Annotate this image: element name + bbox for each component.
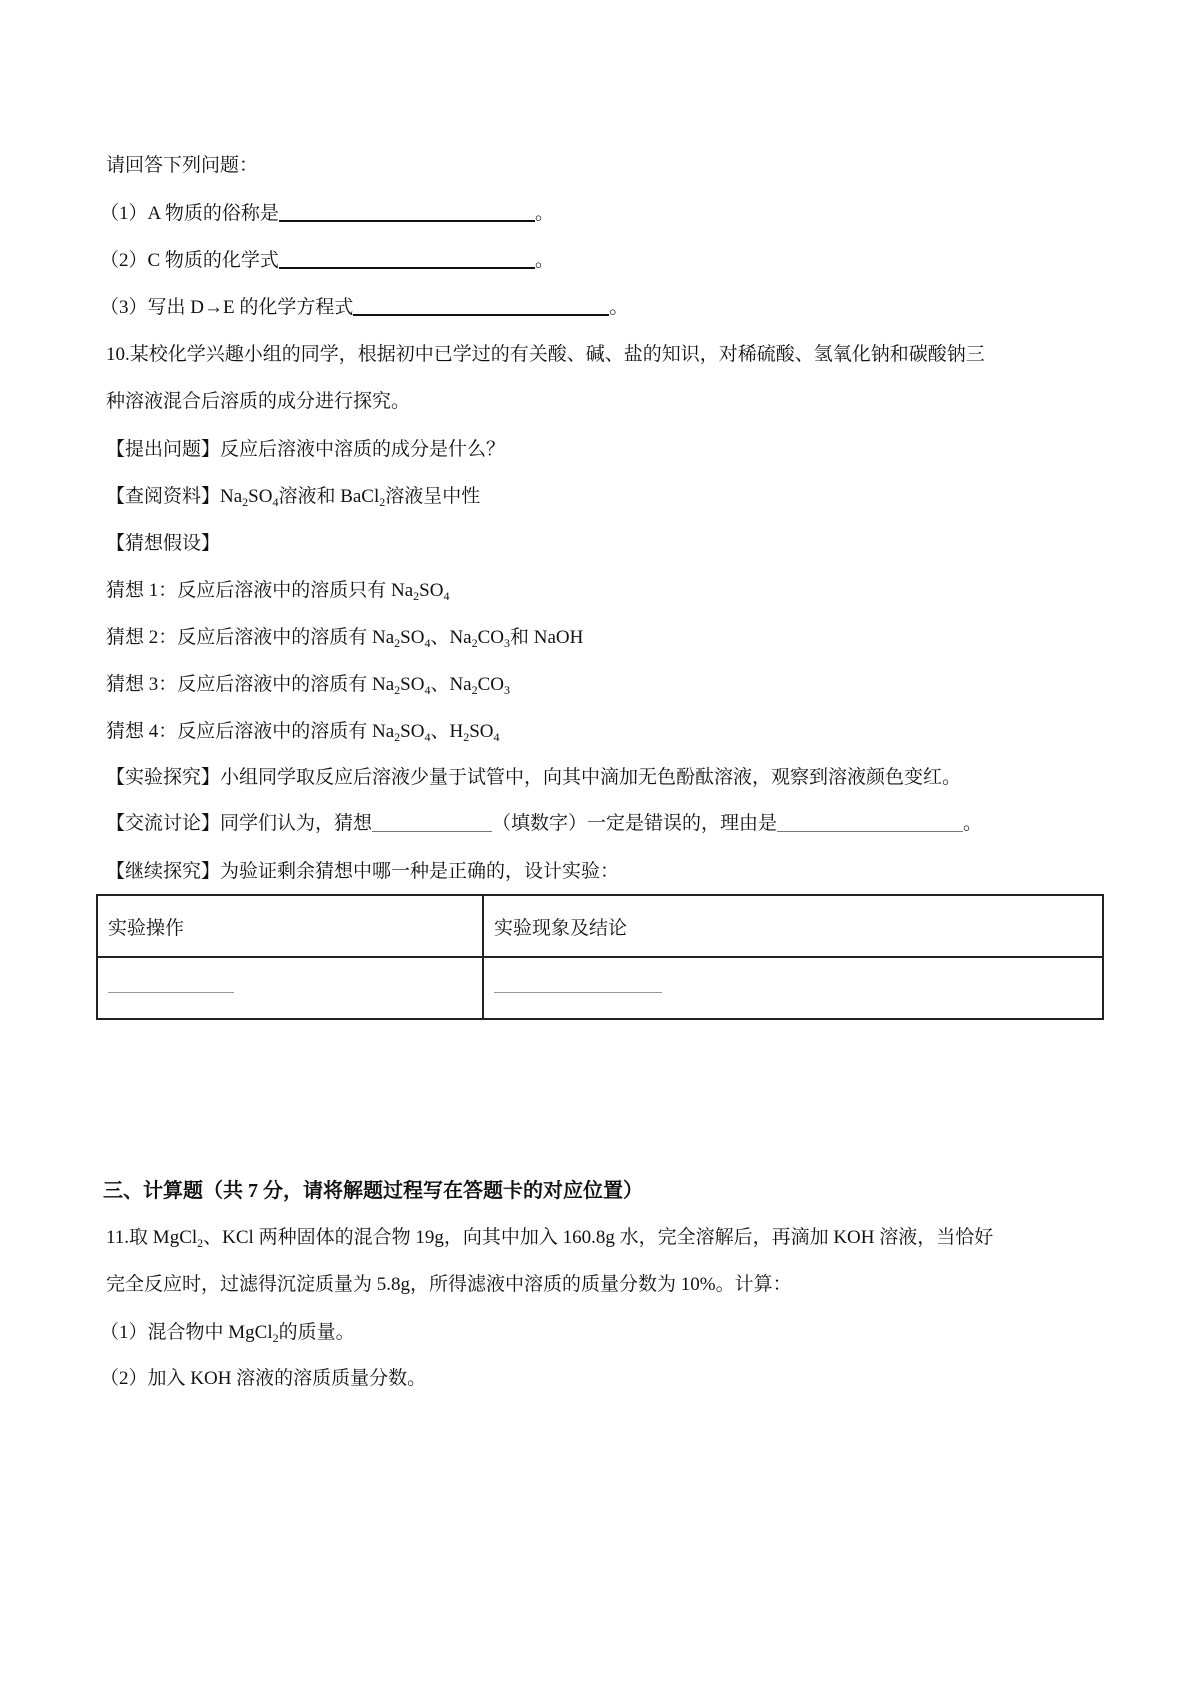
answer-blank-2[interactable] [279, 249, 535, 269]
q9-part3 [100, 296, 628, 320]
sub: 4 [493, 730, 500, 744]
t: CO [477, 627, 505, 648]
sub: 4 [424, 636, 431, 650]
sub: 2 [413, 589, 420, 603]
q10-experiment: 【实验探究】小组同学取反应后溶液少量于试管中，向其中滴加无色酚酞溶液，观察到溶液颜色变红。 [106, 767, 962, 788]
sub: 2 [394, 730, 401, 744]
sub: 4 [424, 683, 431, 697]
guess-number-blank[interactable] [372, 813, 492, 832]
period: 。 [609, 297, 629, 318]
sub: 2 [197, 1236, 204, 1250]
t: 、Na [430, 674, 472, 695]
q9-intro: 请回答下列问题： [106, 155, 259, 176]
t: 、KCl 两种固体的混合物 19g，向其中加入 160.8g 水，完全溶解后，再滴加 KOH 溶液，当恰好 [203, 1227, 994, 1248]
q9-part1-text: （1）A 物质的俗称是 [100, 203, 279, 224]
sub: 4 [272, 495, 279, 509]
q10-continue: 【继续探究】为验证剩余猜想中哪一种是正确的，设计实验： [106, 861, 620, 882]
sub: 2 [394, 636, 401, 650]
q10-stem-1: 10.某校化学兴趣小组的同学，根据初中已学过的有关酸、碱、盐的知识，对稀硫酸、氢氧化钠和碳酸钠三 [106, 344, 985, 365]
q11-line-2: 完全反应时，过滤得沉淀质量为 5.8g，所得滤液中溶质的质量分数为 10%。计算： [106, 1274, 792, 1295]
t: 溶液呈中性 [385, 486, 481, 507]
header-operation: 实验操作 [97, 895, 483, 957]
sub: 3 [504, 636, 511, 650]
t: 和 NaOH [510, 627, 584, 648]
q11-line-1 [106, 1226, 993, 1250]
q9-part3-text: （3）写出 D→E 的化学方程式 [100, 297, 354, 318]
guess-1 [106, 579, 449, 603]
q11-part2: （2）加入 KOH 溶液的溶质质量分数。 [100, 1368, 427, 1389]
t: 11.取 MgCl [106, 1227, 198, 1248]
period: 。 [534, 203, 554, 224]
reason-blank[interactable] [777, 813, 963, 832]
t: 猜想 4：反应后溶液中的溶质有 Na [106, 721, 395, 742]
operation-blank[interactable] [108, 992, 234, 993]
sub: 2 [463, 730, 470, 744]
t: SO [469, 721, 494, 742]
t: SO [248, 486, 273, 507]
q9-part2-text: （2）C 物质的化学式 [100, 250, 279, 271]
t: SO [419, 580, 444, 601]
q10-question: 【提出问题】反应后溶液中溶质的成分是什么？ [106, 439, 506, 460]
q10-reference [106, 485, 480, 509]
sub: 2 [379, 495, 386, 509]
sub: 2 [471, 636, 478, 650]
sub: 2 [394, 683, 401, 697]
table-row [97, 957, 1103, 1019]
sub: 2 [272, 1331, 279, 1345]
t: 、H [430, 721, 464, 742]
answer-blank-3[interactable] [353, 296, 609, 316]
sub: 4 [424, 730, 431, 744]
q9-part2 [100, 249, 554, 273]
table-header-row [97, 895, 1103, 957]
answer-blank-1[interactable] [279, 202, 535, 222]
q10-stem-2: 种溶液混合后溶质的成分进行探究。 [106, 391, 411, 412]
t: 溶液和 BaCl [278, 486, 380, 507]
t: 猜想 3：反应后溶液中的溶质有 Na [106, 674, 395, 695]
guess-2 [106, 626, 583, 650]
t: 【查阅资料】Na [106, 486, 243, 507]
t: 猜想 2：反应后溶液中的溶质有 Na [106, 627, 395, 648]
t: （1）混合物中 MgCl [100, 1322, 273, 1343]
sub: 2 [471, 683, 478, 697]
t: SO [400, 674, 425, 695]
sub: 2 [242, 495, 249, 509]
guess-4 [106, 720, 499, 744]
t: 【交流讨论】同学们认为，猜想 [106, 813, 373, 834]
sub: 3 [504, 683, 511, 697]
phenomenon-blank[interactable] [494, 992, 662, 993]
t: （填数字）一定是错误的，理由是 [492, 813, 778, 834]
sub: 4 [443, 589, 450, 603]
t: 的质量。 [278, 1322, 355, 1343]
section-heading: 三、计算题（共 7 分，请将解题过程写在答题卡的对应位置） [103, 1180, 643, 1202]
t: SO [400, 627, 425, 648]
t: 猜想 1：反应后溶液中的溶质只有 Na [106, 580, 414, 601]
q10-discussion [106, 812, 982, 836]
operation-cell [97, 957, 483, 1019]
q9-part1 [100, 202, 554, 226]
period: 。 [963, 813, 983, 834]
header-phenomenon: 实验现象及结论 [483, 895, 1103, 957]
q11-part1 [100, 1321, 355, 1345]
t: SO [400, 721, 425, 742]
phenomenon-cell [483, 957, 1103, 1019]
q10-hypothesis-title: 【猜想假设】 [106, 533, 221, 554]
experiment-table [96, 894, 1104, 1020]
t: CO [477, 674, 505, 695]
t: 、Na [430, 627, 472, 648]
guess-3 [106, 673, 510, 697]
period: 。 [534, 250, 554, 271]
